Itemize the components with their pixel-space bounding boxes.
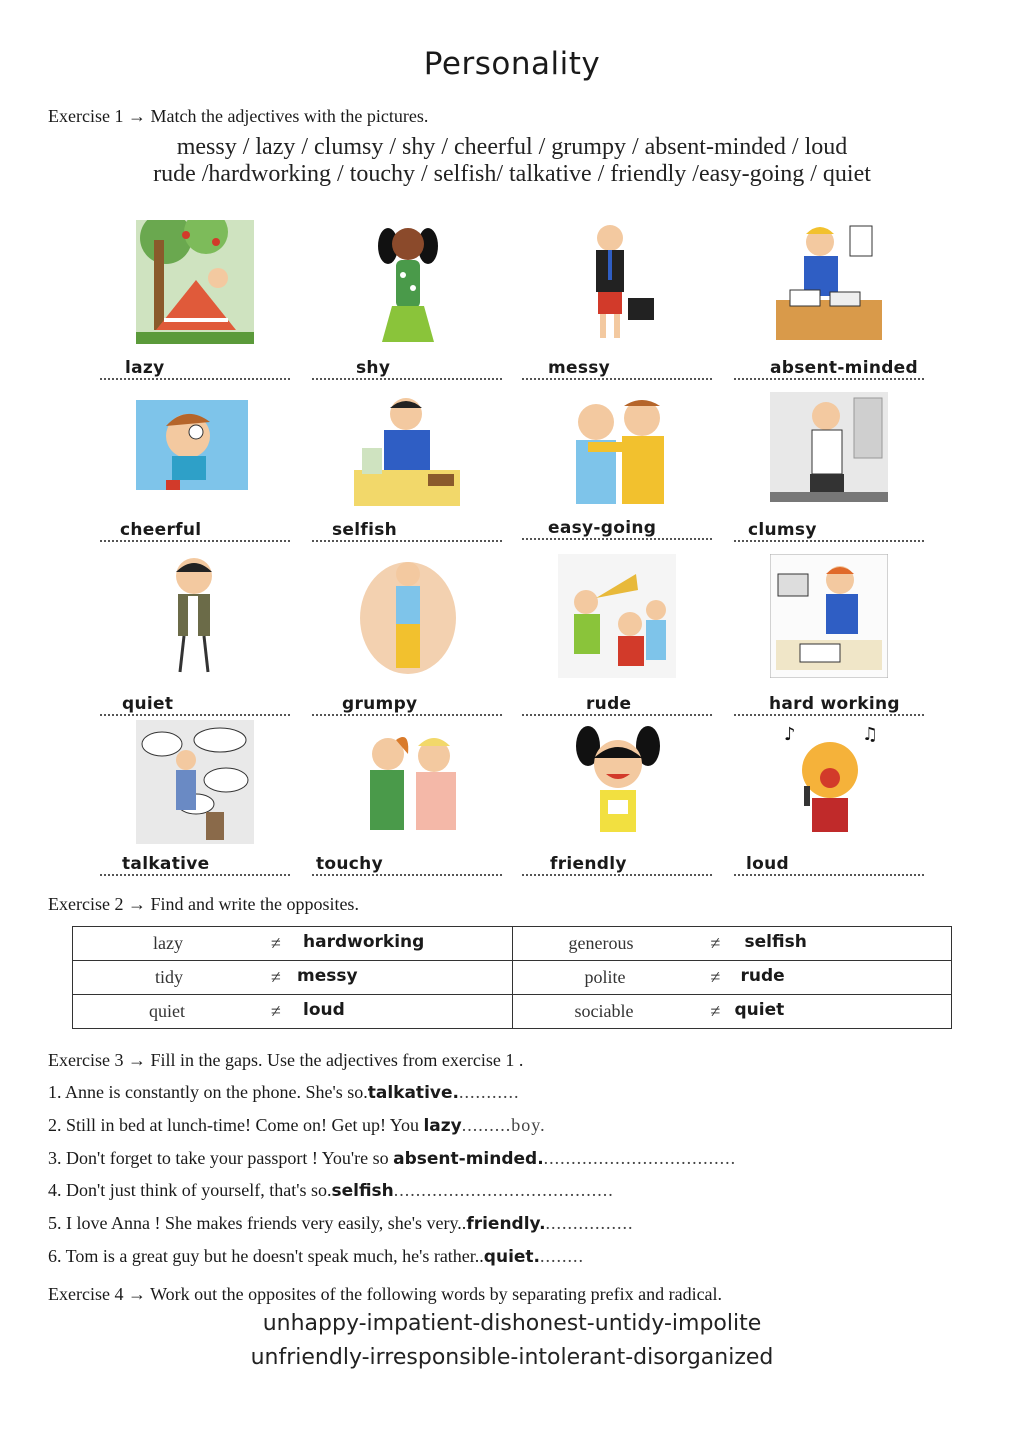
answer-line	[734, 690, 924, 716]
answer-text: friendly.	[466, 1214, 546, 1234]
gap-dots: ................	[545, 1213, 634, 1233]
exercise-4-heading: Exercise 4 → Work out the opposites of the following words by separating prefix and radical.	[48, 1284, 723, 1304]
answer-text: quiet	[734, 1000, 785, 1020]
answer-text: messy	[297, 966, 358, 986]
gap-sentence	[48, 1246, 584, 1267]
not-equal-sign: ≠	[271, 1001, 281, 1021]
answer-line	[734, 354, 924, 380]
table-cell	[512, 995, 952, 1029]
table-cell	[73, 961, 513, 995]
page-title: Personality	[423, 46, 601, 82]
not-equal-sign: ≠	[710, 1001, 721, 1021]
word: lazy	[153, 933, 183, 953]
sentence-text: 3. Don't forget to take your passport ! You're so	[48, 1148, 394, 1168]
answer-text: selfish	[744, 932, 807, 952]
gap-dots: ........................................	[393, 1180, 614, 1200]
gap-sentence	[48, 1115, 546, 1136]
answer-text: friendly	[550, 854, 627, 874]
table-cell	[512, 961, 952, 995]
loud-singer-picture	[770, 720, 888, 844]
table-row	[73, 961, 952, 995]
answer-line	[522, 514, 712, 540]
exercise-3-heading: Exercise 3 → Fill in the gaps. Use the adjectives from exercise 1 .	[48, 1050, 524, 1070]
not-equal-sign: ≠	[710, 933, 721, 953]
answer-text: hard working	[769, 694, 900, 714]
answer-line	[312, 690, 502, 716]
word: generous	[568, 933, 634, 953]
lazy-person-picture	[136, 220, 254, 344]
answer-line	[522, 690, 712, 716]
table-cell	[73, 927, 513, 961]
shy-girl-picture	[348, 220, 466, 344]
friendly-girl-picture	[558, 720, 676, 844]
prefix-words-line-2: unfriendly-irresponsible-intolerant-disorganized	[250, 1345, 774, 1370]
gap-sentence	[48, 1148, 736, 1169]
answer-line	[522, 850, 712, 876]
grumpy-man-picture	[348, 554, 466, 678]
not-equal-sign: ≠	[271, 967, 281, 987]
table-row	[73, 927, 952, 961]
answer-text: touchy	[316, 854, 383, 874]
word: quiet	[149, 1001, 185, 1021]
table-cell	[73, 995, 513, 1029]
sentence-text: 4. Don't just think of yourself, that's so.	[48, 1180, 332, 1200]
answer-line	[312, 354, 502, 380]
table-row	[73, 995, 952, 1029]
gap-sentence	[48, 1082, 519, 1103]
gap-dots: .........boy.	[461, 1115, 546, 1135]
not-equal-sign: ≠	[710, 967, 721, 987]
selfish-man-picture	[348, 392, 466, 516]
answer-text: loud	[303, 1000, 345, 1020]
hardworking-student-picture	[770, 554, 888, 678]
answer-text: lazy	[125, 358, 165, 378]
talkative-people-picture	[136, 720, 254, 844]
sentence-text: 5. I love Anna ! She makes friends very easily, she's very..	[48, 1213, 467, 1233]
gap-dots: ........	[540, 1246, 585, 1266]
answer-text: cheerful	[120, 520, 202, 540]
cheerful-boy-picture	[136, 392, 254, 516]
sentence-text: 2. Still in bed at lunch-time! Come on! Get up! You	[48, 1115, 424, 1135]
answer-text: rude	[740, 966, 785, 986]
answer-text: absent-minded	[770, 358, 918, 378]
easy-going-friends-picture	[558, 392, 676, 516]
answer-text: talkative	[122, 854, 210, 874]
sentence-text: 1. Anne is constantly on the phone. She's so.	[48, 1082, 368, 1102]
answer-text: clumsy	[748, 520, 817, 540]
answer-text: selfish	[332, 520, 398, 540]
gap-dots: ...........	[458, 1082, 520, 1102]
not-equal-sign: ≠	[271, 933, 281, 953]
answer-text: easy-going	[548, 518, 657, 538]
word: polite	[584, 967, 626, 987]
rude-trumpet-picture	[558, 554, 676, 678]
touchy-friends-picture	[348, 720, 466, 844]
messy-man-picture	[558, 220, 676, 344]
answer-line	[100, 850, 290, 876]
answer-line	[100, 354, 290, 380]
word: sociable	[574, 1001, 634, 1021]
exercise-2-heading: Exercise 2 → Find and write the opposites.	[48, 894, 359, 914]
answer-text: selfish	[331, 1181, 394, 1201]
word-bank-line-1: messy / lazy / clumsy / shy / cheerful / grumpy / absent-minded / loud	[176, 134, 848, 160]
absent-minded-man-picture	[770, 220, 888, 344]
answer-text: quiet.	[483, 1247, 541, 1267]
answer-line	[100, 516, 290, 542]
quiet-boy-picture	[136, 554, 254, 678]
word: tidy	[155, 967, 184, 987]
answer-text: talkative.	[367, 1083, 459, 1103]
answer-line	[734, 516, 924, 542]
word-bank-line-2: rude /hardworking / touchy / selfish/ talkative / friendly /easy-going / quiet	[153, 161, 871, 187]
answer-text: messy	[548, 358, 611, 378]
answer-line	[522, 354, 712, 380]
gap-sentence	[48, 1213, 634, 1234]
answer-text: grumpy	[342, 694, 418, 714]
answer-line	[312, 850, 502, 876]
answer-text: hardworking	[303, 932, 425, 952]
answer-text: quiet	[122, 694, 174, 714]
answer-text: lazy	[423, 1116, 462, 1136]
answer-line	[100, 690, 290, 716]
sentence-text: 6. Tom is a great guy but he doesn't speak much, he's rather..	[48, 1246, 484, 1266]
answer-line	[312, 516, 502, 542]
svg-text:♫: ♫	[862, 724, 879, 745]
answer-text: shy	[356, 358, 391, 378]
svg-text:♪: ♪	[784, 724, 796, 745]
answer-text: loud	[746, 854, 789, 874]
gap-dots: ...................................	[543, 1148, 737, 1168]
clumsy-waiter-picture	[770, 392, 888, 516]
exercise-1-heading: Exercise 1 → Match the adjectives with the pictures.	[48, 106, 429, 126]
gap-sentence	[48, 1180, 614, 1201]
answer-line	[734, 850, 924, 876]
table-cell	[512, 927, 952, 961]
answer-text: absent-minded.	[393, 1149, 544, 1169]
prefix-words-line-1: unhappy-impatient-dishonest-untidy-impolite	[262, 1311, 762, 1336]
opposites-table	[72, 926, 952, 1029]
answer-text: rude	[586, 694, 632, 714]
